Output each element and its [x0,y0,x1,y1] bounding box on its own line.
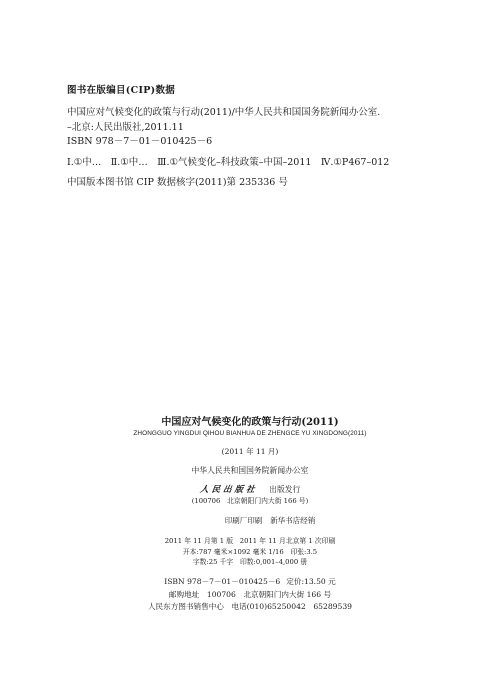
cip-isbn-line: ISBN 978－7－01－010425－6 [67,136,213,147]
cip-title-line: 中国应对气候变化的政策与行动(2011)/中华人民共和国国务院新闻办公室. [67,107,381,118]
isbn-price-line [0,576,500,588]
book-title: 中国应对气候变化的政策与行动(2011) [161,417,339,428]
cip-publisher-line: –北京:人民出版社,2011.11 [67,121,184,133]
printer: 印刷厂印刷 [224,516,263,525]
publisher-address: (100706 北京朝阳门内大街 166 号) [191,497,309,505]
author: 中华人民共和国国务院新闻办公室 [191,466,309,475]
format-info: 开本:787 毫米×1092 毫米 1/16 印张:3.5 [182,547,318,556]
distributor: 新华书店经销 [270,516,316,525]
publisher-suffix: 出版发行 [269,485,301,494]
cip-data-number-line: 中国版本图书馆 CIP 数据核字(2011)第 235336 号 [67,177,288,188]
publication-date: (2011 年 11 月) [221,447,279,456]
cip-classification-line: Ⅰ.①中… Ⅱ.①中… Ⅲ.①气候变化–科技政策–中国–2011 Ⅳ.①P467–012 [67,156,390,168]
mail-order-address: 邮购地址 100706 北京朝阳门内大街 166 号 [168,589,332,599]
wordcount-info: 字数:25 千字 印数:0,001–4,000 册 [192,558,308,566]
cip-data-block [67,84,467,191]
price: 定价:13.50 元 [286,576,336,586]
sales-center-contact: 人民东方图书销售中心 电话(010)65250042 65289539 [147,601,353,611]
publisher-logo: 人民出版社 [198,485,258,495]
edition-info: 2011 年 11 月第 1 版 2011 年 11 月北京第 1 次印刷 [164,537,336,545]
printer-line [0,515,500,527]
cip-heading: 图书在版编目(CIP)数据 [67,85,176,96]
isbn: ISBN 978－7－01－010425－6 [164,576,281,586]
publisher-line [0,484,500,496]
book-title-pinyin: ZHONGGUO YINGDUI QIHOU BIANHUA DE ZHENGCE YU XINGDONG(2011) [133,430,367,437]
colophon-block [0,416,500,613]
